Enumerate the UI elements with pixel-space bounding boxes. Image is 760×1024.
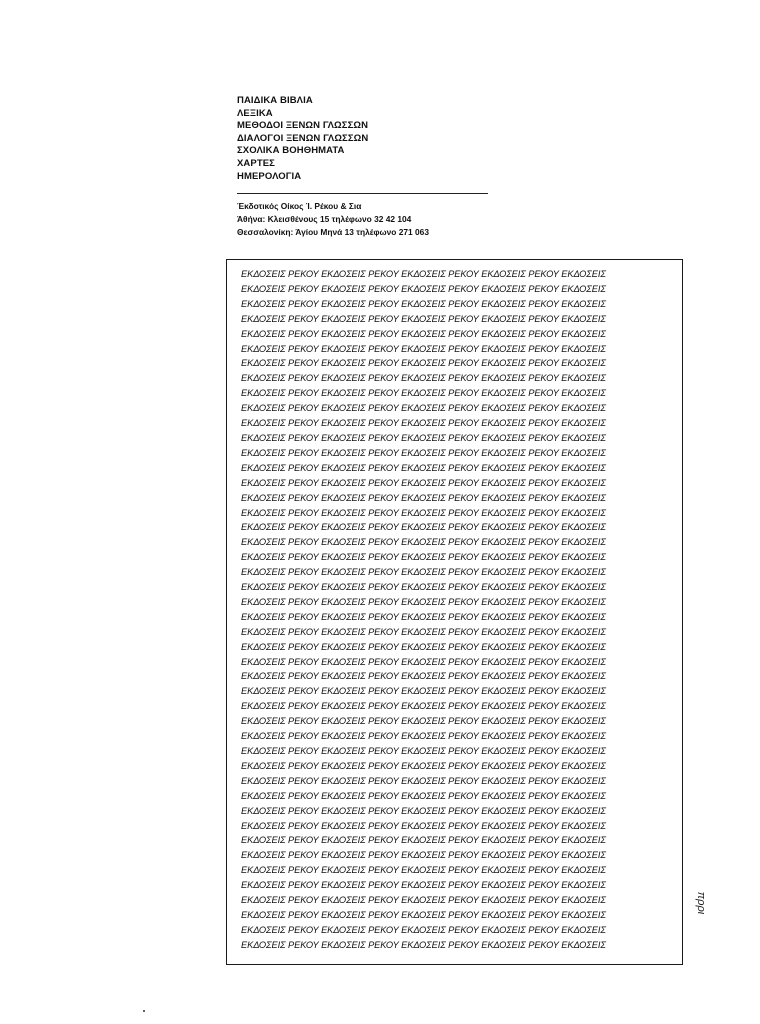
imprint-pattern-line: ΕΚΔΟΣΕΙΣ ΡΕΚΟΥ ΕΚΔΟΣΕΙΣ ΡΕΚΟΥ ΕΚΔΟΣΕΙΣ ΡΕΚΟΥ ΕΚΔΟΣΕΙΣ ΡΕΚΟΥ ΕΚΔΟΣΕΙΣ xyxy=(241,775,606,786)
category-item: ΗΜΕΡΟΛΟΓΙΑ xyxy=(237,170,302,182)
imprint-pattern-line: ΕΚΔΟΣΕΙΣ ΡΕΚΟΥ ΕΚΔΟΣΕΙΣ ΡΕΚΟΥ ΕΚΔΟΣΕΙΣ ΡΕΚΟΥ ΕΚΔΟΣΕΙΣ ΡΕΚΟΥ ΕΚΔΟΣΕΙΣ xyxy=(241,626,606,637)
imprint-pattern-line: ΕΚΔΟΣΕΙΣ ΡΕΚΟΥ ΕΚΔΟΣΕΙΣ ΡΕΚΟΥ ΕΚΔΟΣΕΙΣ ΡΕΚΟΥ ΕΚΔΟΣΕΙΣ ΡΕΚΟΥ ΕΚΔΟΣΕΙΣ xyxy=(241,418,606,429)
imprint-pattern-line: ΕΚΔΟΣΕΙΣ ΡΕΚΟΥ ΕΚΔΟΣΕΙΣ ΡΕΚΟΥ ΕΚΔΟΣΕΙΣ ΡΕΚΟΥ ΕΚΔΟΣΕΙΣ ΡΕΚΟΥ ΕΚΔΟΣΕΙΣ xyxy=(241,939,606,950)
imprint-pattern-line: ΕΚΔΟΣΕΙΣ ΡΕΚΟΥ ΕΚΔΟΣΕΙΣ ΡΕΚΟΥ ΕΚΔΟΣΕΙΣ ΡΕΚΟΥ ΕΚΔΟΣΕΙΣ ΡΕΚΟΥ ΕΚΔΟΣΕΙΣ xyxy=(241,746,606,756)
imprint-pattern-line: ΕΚΔΟΣΕΙΣ ΡΕΚΟΥ ΕΚΔΟΣΕΙΣ ΡΕΚΟΥ ΕΚΔΟΣΕΙΣ ΡΕΚΟΥ ΕΚΔΟΣΕΙΣ ΡΕΚΟΥ ΕΚΔΟΣΕΙΣ xyxy=(241,731,606,742)
imprint-pattern-line: ΕΚΔΟΣΕΙΣ ΡΕΚΟΥ ΕΚΔΟΣΕΙΣ ΡΕΚΟΥ ΕΚΔΟΣΕΙΣ ΡΕΚΟΥ ΕΚΔΟΣΕΙΣ ΡΕΚΟΥ ΕΚΔΟΣΕΙΣ xyxy=(241,432,606,443)
imprint-pattern-line: ΕΚΔΟΣΕΙΣ ΡΕΚΟΥ ΕΚΔΟΣΕΙΣ ΡΕΚΟΥ ΕΚΔΟΣΕΙΣ ΡΕΚΟΥ ΕΚΔΟΣΕΙΣ ΡΕΚΟΥ ΕΚΔΟΣΕΙΣ xyxy=(241,507,606,518)
imprint-pattern-line: ΕΚΔΟΣΕΙΣ ΡΕΚΟΥ ΕΚΔΟΣΕΙΣ ΡΕΚΟΥ ΕΚΔΟΣΕΙΣ ΡΕΚΟΥ ΕΚΔΟΣΕΙΣ ΡΕΚΟΥ ΕΚΔΟΣΕΙΣ xyxy=(241,805,606,816)
imprint-pattern-line: ΕΚΔΟΣΕΙΣ ΡΕΚΟΥ ΕΚΔΟΣΕΙΣ ΡΕΚΟΥ ΕΚΔΟΣΕΙΣ ΡΕΚΟΥ ΕΚΔΟΣΕΙΣ ΡΕΚΟΥ ΕΚΔΟΣΕΙΣ xyxy=(241,835,606,846)
imprint-pattern-line: ΕΚΔΟΣΕΙΣ ΡΕΚΟΥ ΕΚΔΟΣΕΙΣ ΡΕΚΟΥ ΕΚΔΟΣΕΙΣ ΡΕΚΟΥ ΕΚΔΟΣΕΙΣ ΡΕΚΟΥ ΕΚΔΟΣΕΙΣ xyxy=(241,790,606,801)
category-item: ΜΕΘΟΔΟΙ ΞΕΝΩΝ ΓΛΩΣΣΩΝ xyxy=(237,120,369,132)
header-divider xyxy=(237,193,488,194)
imprint-pattern-line: ΕΚΔΟΣΕΙΣ ΡΕΚΟΥ ΕΚΔΟΣΕΙΣ ΡΕΚΟΥ ΕΚΔΟΣΕΙΣ ΡΕΚΟΥ ΕΚΔΟΣΕΙΣ ΡΕΚΟΥ ΕΚΔΟΣΕΙΣ xyxy=(241,522,606,533)
imprint-pattern-line: ΕΚΔΟΣΕΙΣ ΡΕΚΟΥ ΕΚΔΟΣΕΙΣ ΡΕΚΟΥ ΕΚΔΟΣΕΙΣ ΡΕΚΟΥ ΕΚΔΟΣΕΙΣ ΡΕΚΟΥ ΕΚΔΟΣΕΙΣ xyxy=(241,567,606,578)
imprint-pattern-line: ΕΚΔΟΣΕΙΣ ΡΕΚΟΥ ΕΚΔΟΣΕΙΣ ΡΕΚΟΥ ΕΚΔΟΣΕΙΣ ΡΕΚΟΥ ΕΚΔΟΣΕΙΣ ΡΕΚΟΥ ΕΚΔΟΣΕΙΣ xyxy=(241,388,606,399)
category-item: ΛΕΞΙΚΑ xyxy=(237,107,273,119)
imprint-pattern-line: ΕΚΔΟΣΕΙΣ ΡΕΚΟΥ ΕΚΔΟΣΕΙΣ ΡΕΚΟΥ ΕΚΔΟΣΕΙΣ ΡΕΚΟΥ ΕΚΔΟΣΕΙΣ ΡΕΚΟΥ ΕΚΔΟΣΕΙΣ xyxy=(241,671,606,682)
imprint-pattern-line: ΕΚΔΟΣΕΙΣ ΡΕΚΟΥ ΕΚΔΟΣΕΙΣ ΡΕΚΟΥ ΕΚΔΟΣΕΙΣ ΡΕΚΟΥ ΕΚΔΟΣΕΙΣ ΡΕΚΟΥ ΕΚΔΟΣΕΙΣ xyxy=(241,403,606,414)
imprint-pattern-line: ΕΚΔΟΣΕΙΣ ΡΕΚΟΥ ΕΚΔΟΣΕΙΣ ΡΕΚΟΥ ΕΚΔΟΣΕΙΣ ΡΕΚΟΥ ΕΚΔΟΣΕΙΣ ΡΕΚΟΥ ΕΚΔΟΣΕΙΣ xyxy=(241,596,606,607)
imprint-pattern-line: ΕΚΔΟΣΕΙΣ ΡΕΚΟΥ ΕΚΔΟΣΕΙΣ ΡΕΚΟΥ ΕΚΔΟΣΕΙΣ ΡΕΚΟΥ ΕΚΔΟΣΕΙΣ ΡΕΚΟΥ ΕΚΔΟΣΕΙΣ xyxy=(241,269,606,279)
imprint-pattern-line: ΕΚΔΟΣΕΙΣ ΡΕΚΟΥ ΕΚΔΟΣΕΙΣ ΡΕΚΟΥ ΕΚΔΟΣΕΙΣ ΡΕΚΟΥ ΕΚΔΟΣΕΙΣ ΡΕΚΟΥ ΕΚΔΟΣΕΙΣ xyxy=(241,447,606,458)
imprint-pattern-line: ΕΚΔΟΣΕΙΣ ΡΕΚΟΥ ΕΚΔΟΣΕΙΣ ΡΕΚΟΥ ΕΚΔΟΣΕΙΣ ΡΕΚΟΥ ΕΚΔΟΣΕΙΣ ΡΕΚΟΥ ΕΚΔΟΣΕΙΣ xyxy=(241,373,606,384)
imprint-pattern-line: ΕΚΔΟΣΕΙΣ ΡΕΚΟΥ ΕΚΔΟΣΕΙΣ ΡΕΚΟΥ ΕΚΔΟΣΕΙΣ ΡΕΚΟΥ ΕΚΔΟΣΕΙΣ ΡΕΚΟΥ ΕΚΔΟΣΕΙΣ xyxy=(241,820,606,831)
imprint-pattern-line: ΕΚΔΟΣΕΙΣ ΡΕΚΟΥ ΕΚΔΟΣΕΙΣ ΡΕΚΟΥ ΕΚΔΟΣΕΙΣ ΡΕΚΟΥ ΕΚΔΟΣΕΙΣ ΡΕΚΟΥ ΕΚΔΟΣΕΙΣ xyxy=(241,880,606,891)
category-item: ΠΑΙΔΙΚΑ ΒΙΒΛΙΑ xyxy=(237,95,313,106)
imprint-pattern-line: ΕΚΔΟΣΕΙΣ ΡΕΚΟΥ ΕΚΔΟΣΕΙΣ ΡΕΚΟΥ ΕΚΔΟΣΕΙΣ ΡΕΚΟΥ ΕΚΔΟΣΕΙΣ ΡΕΚΟΥ ΕΚΔΟΣΕΙΣ xyxy=(241,656,606,667)
publisher-address-block xyxy=(237,200,497,238)
imprint-pattern-line: ΕΚΔΟΣΕΙΣ ΡΕΚΟΥ ΕΚΔΟΣΕΙΣ ΡΕΚΟΥ ΕΚΔΟΣΕΙΣ ΡΕΚΟΥ ΕΚΔΟΣΕΙΣ ΡΕΚΟΥ ΕΚΔΟΣΕΙΣ xyxy=(241,313,606,324)
imprint-pattern-line: ΕΚΔΟΣΕΙΣ ΡΕΚΟΥ ΕΚΔΟΣΕΙΣ ΡΕΚΟΥ ΕΚΔΟΣΕΙΣ ΡΕΚΟΥ ΕΚΔΟΣΕΙΣ ΡΕΚΟΥ ΕΚΔΟΣΕΙΣ xyxy=(241,895,606,906)
imprint-pattern-line: ΕΚΔΟΣΕΙΣ ΡΕΚΟΥ ΕΚΔΟΣΕΙΣ ΡΕΚΟΥ ΕΚΔΟΣΕΙΣ ΡΕΚΟΥ ΕΚΔΟΣΕΙΣ ΡΕΚΟΥ ΕΚΔΟΣΕΙΣ xyxy=(241,909,606,920)
imprint-pattern-line: ΕΚΔΟΣΕΙΣ ΡΕΚΟΥ ΕΚΔΟΣΕΙΣ ΡΕΚΟΥ ΕΚΔΟΣΕΙΣ ΡΕΚΟΥ ΕΚΔΟΣΕΙΣ ΡΕΚΟΥ ΕΚΔΟΣΕΙΣ xyxy=(241,283,606,294)
category-item: ΣΧΟΛΙΚΑ ΒΟΗΘΗΜΑΤΑ xyxy=(237,145,345,157)
publisher-name: Έκδοτικός Οίκος Ί. Ρέκου & Σια xyxy=(237,201,362,212)
category-item: ΔΙΑΛΟΓΟΙ ΞΕΝΩΝ ΓΛΩΣΣΩΝ xyxy=(237,132,369,144)
imprint-pattern-line: ΕΚΔΟΣΕΙΣ ΡΕΚΟΥ ΕΚΔΟΣΕΙΣ ΡΕΚΟΥ ΕΚΔΟΣΕΙΣ ΡΕΚΟΥ ΕΚΔΟΣΕΙΣ ΡΕΚΟΥ ΕΚΔΟΣΕΙΣ xyxy=(241,537,606,548)
imprint-pattern-line: ΕΚΔΟΣΕΙΣ ΡΕΚΟΥ ΕΚΔΟΣΕΙΣ ΡΕΚΟΥ ΕΚΔΟΣΕΙΣ ΡΕΚΟΥ ΕΚΔΟΣΕΙΣ ΡΕΚΟΥ ΕΚΔΟΣΕΙΣ xyxy=(241,701,606,712)
scan-speck xyxy=(143,1010,145,1012)
imprint-pattern-line: ΕΚΔΟΣΕΙΣ ΡΕΚΟΥ ΕΚΔΟΣΕΙΣ ΡΕΚΟΥ ΕΚΔΟΣΕΙΣ ΡΕΚΟΥ ΕΚΔΟΣΕΙΣ ΡΕΚΟΥ ΕΚΔΟΣΕΙΣ xyxy=(241,850,606,861)
imprint-pattern-line: ΕΚΔΟΣΕΙΣ ΡΕΚΟΥ ΕΚΔΟΣΕΙΣ ΡΕΚΟΥ ΕΚΔΟΣΕΙΣ ΡΕΚΟΥ ΕΚΔΟΣΕΙΣ ΡΕΚΟΥ ΕΚΔΟΣΕΙΣ xyxy=(241,328,606,339)
category-item: ΧΑΡΤΕΣ xyxy=(237,157,275,169)
imprint-pattern-line: ΕΚΔΟΣΕΙΣ ΡΕΚΟΥ ΕΚΔΟΣΕΙΣ ΡΕΚΟΥ ΕΚΔΟΣΕΙΣ ΡΕΚΟΥ ΕΚΔΟΣΕΙΣ ΡΕΚΟΥ ΕΚΔΟΣΕΙΣ xyxy=(241,343,606,354)
imprint-pattern-line: ΕΚΔΟΣΕΙΣ ΡΕΚΟΥ ΕΚΔΟΣΕΙΣ ΡΕΚΟΥ ΕΚΔΟΣΕΙΣ ΡΕΚΟΥ ΕΚΔΟΣΕΙΣ ΡΕΚΟΥ ΕΚΔΟΣΕΙΣ xyxy=(241,582,606,593)
publisher-header xyxy=(237,95,497,239)
imprint-pattern-line: ΕΚΔΟΣΕΙΣ ΡΕΚΟΥ ΕΚΔΟΣΕΙΣ ΡΕΚΟΥ ΕΚΔΟΣΕΙΣ ΡΕΚΟΥ ΕΚΔΟΣΕΙΣ ΡΕΚΟΥ ΕΚΔΟΣΕΙΣ xyxy=(241,462,606,473)
imprint-pattern-line: ΕΚΔΟΣΕΙΣ ΡΕΚΟΥ ΕΚΔΟΣΕΙΣ ΡΕΚΟΥ ΕΚΔΟΣΕΙΣ ΡΕΚΟΥ ΕΚΔΟΣΕΙΣ ΡΕΚΟΥ ΕΚΔΟΣΕΙΣ xyxy=(241,641,606,652)
imprint-pattern-line: ΕΚΔΟΣΕΙΣ ΡΕΚΟΥ ΕΚΔΟΣΕΙΣ ΡΕΚΟΥ ΕΚΔΟΣΕΙΣ ΡΕΚΟΥ ΕΚΔΟΣΕΙΣ ΡΕΚΟΥ ΕΚΔΟΣΕΙΣ xyxy=(241,298,606,309)
imprint-pattern-line: ΕΚΔΟΣΕΙΣ ΡΕΚΟΥ ΕΚΔΟΣΕΙΣ ΡΕΚΟΥ ΕΚΔΟΣΕΙΣ ΡΕΚΟΥ ΕΚΔΟΣΕΙΣ ΡΕΚΟΥ ΕΚΔΟΣΕΙΣ xyxy=(241,716,606,727)
handwritten-margin-note: πρρι xyxy=(695,891,707,915)
imprint-pattern-box xyxy=(226,259,683,965)
imprint-pattern-line: ΕΚΔΟΣΕΙΣ ΡΕΚΟΥ ΕΚΔΟΣΕΙΣ ΡΕΚΟΥ ΕΚΔΟΣΕΙΣ ΡΕΚΟΥ ΕΚΔΟΣΕΙΣ ΡΕΚΟΥ ΕΚΔΟΣΕΙΣ xyxy=(241,760,606,771)
imprint-pattern-line: ΕΚΔΟΣΕΙΣ ΡΕΚΟΥ ΕΚΔΟΣΕΙΣ ΡΕΚΟΥ ΕΚΔΟΣΕΙΣ ΡΕΚΟΥ ΕΚΔΟΣΕΙΣ ΡΕΚΟΥ ΕΚΔΟΣΕΙΣ xyxy=(241,686,606,697)
imprint-pattern-lines xyxy=(241,267,678,953)
imprint-pattern-line: ΕΚΔΟΣΕΙΣ ΡΕΚΟΥ ΕΚΔΟΣΕΙΣ ΡΕΚΟΥ ΕΚΔΟΣΕΙΣ ΡΕΚΟΥ ΕΚΔΟΣΕΙΣ ΡΕΚΟΥ ΕΚΔΟΣΕΙΣ xyxy=(241,492,606,503)
imprint-pattern-line: ΕΚΔΟΣΕΙΣ ΡΕΚΟΥ ΕΚΔΟΣΕΙΣ ΡΕΚΟΥ ΕΚΔΟΣΕΙΣ ΡΕΚΟΥ ΕΚΔΟΣΕΙΣ ΡΕΚΟΥ ΕΚΔΟΣΕΙΣ xyxy=(241,611,606,622)
imprint-pattern-line: ΕΚΔΟΣΕΙΣ ΡΕΚΟΥ ΕΚΔΟΣΕΙΣ ΡΕΚΟΥ ΕΚΔΟΣΕΙΣ ΡΕΚΟΥ ΕΚΔΟΣΕΙΣ ΡΕΚΟΥ ΕΚΔΟΣΕΙΣ xyxy=(241,477,606,488)
publisher-athens-address: Άθήνα: Κλεισθένους 15 τηλέφωνο 32 42 104 xyxy=(237,213,412,224)
imprint-pattern-line: ΕΚΔΟΣΕΙΣ ΡΕΚΟΥ ΕΚΔΟΣΕΙΣ ΡΕΚΟΥ ΕΚΔΟΣΕΙΣ ΡΕΚΟΥ ΕΚΔΟΣΕΙΣ ΡΕΚΟΥ ΕΚΔΟΣΕΙΣ xyxy=(241,358,606,369)
category-list xyxy=(237,95,497,183)
publisher-thessaloniki-address: Θεσσαλονίκη: Άγίου Μηνά 13 τηλέφωνο 271 063 xyxy=(237,226,429,237)
imprint-pattern-line: ΕΚΔΟΣΕΙΣ ΡΕΚΟΥ ΕΚΔΟΣΕΙΣ ΡΕΚΟΥ ΕΚΔΟΣΕΙΣ ΡΕΚΟΥ ΕΚΔΟΣΕΙΣ ΡΕΚΟΥ ΕΚΔΟΣΕΙΣ xyxy=(241,552,606,563)
imprint-pattern-line: ΕΚΔΟΣΕΙΣ ΡΕΚΟΥ ΕΚΔΟΣΕΙΣ ΡΕΚΟΥ ΕΚΔΟΣΕΙΣ ΡΕΚΟΥ ΕΚΔΟΣΕΙΣ ΡΕΚΟΥ ΕΚΔΟΣΕΙΣ xyxy=(241,865,606,876)
imprint-pattern-line: ΕΚΔΟΣΕΙΣ ΡΕΚΟΥ ΕΚΔΟΣΕΙΣ ΡΕΚΟΥ ΕΚΔΟΣΕΙΣ ΡΕΚΟΥ ΕΚΔΟΣΕΙΣ ΡΕΚΟΥ ΕΚΔΟΣΕΙΣ xyxy=(241,924,606,935)
